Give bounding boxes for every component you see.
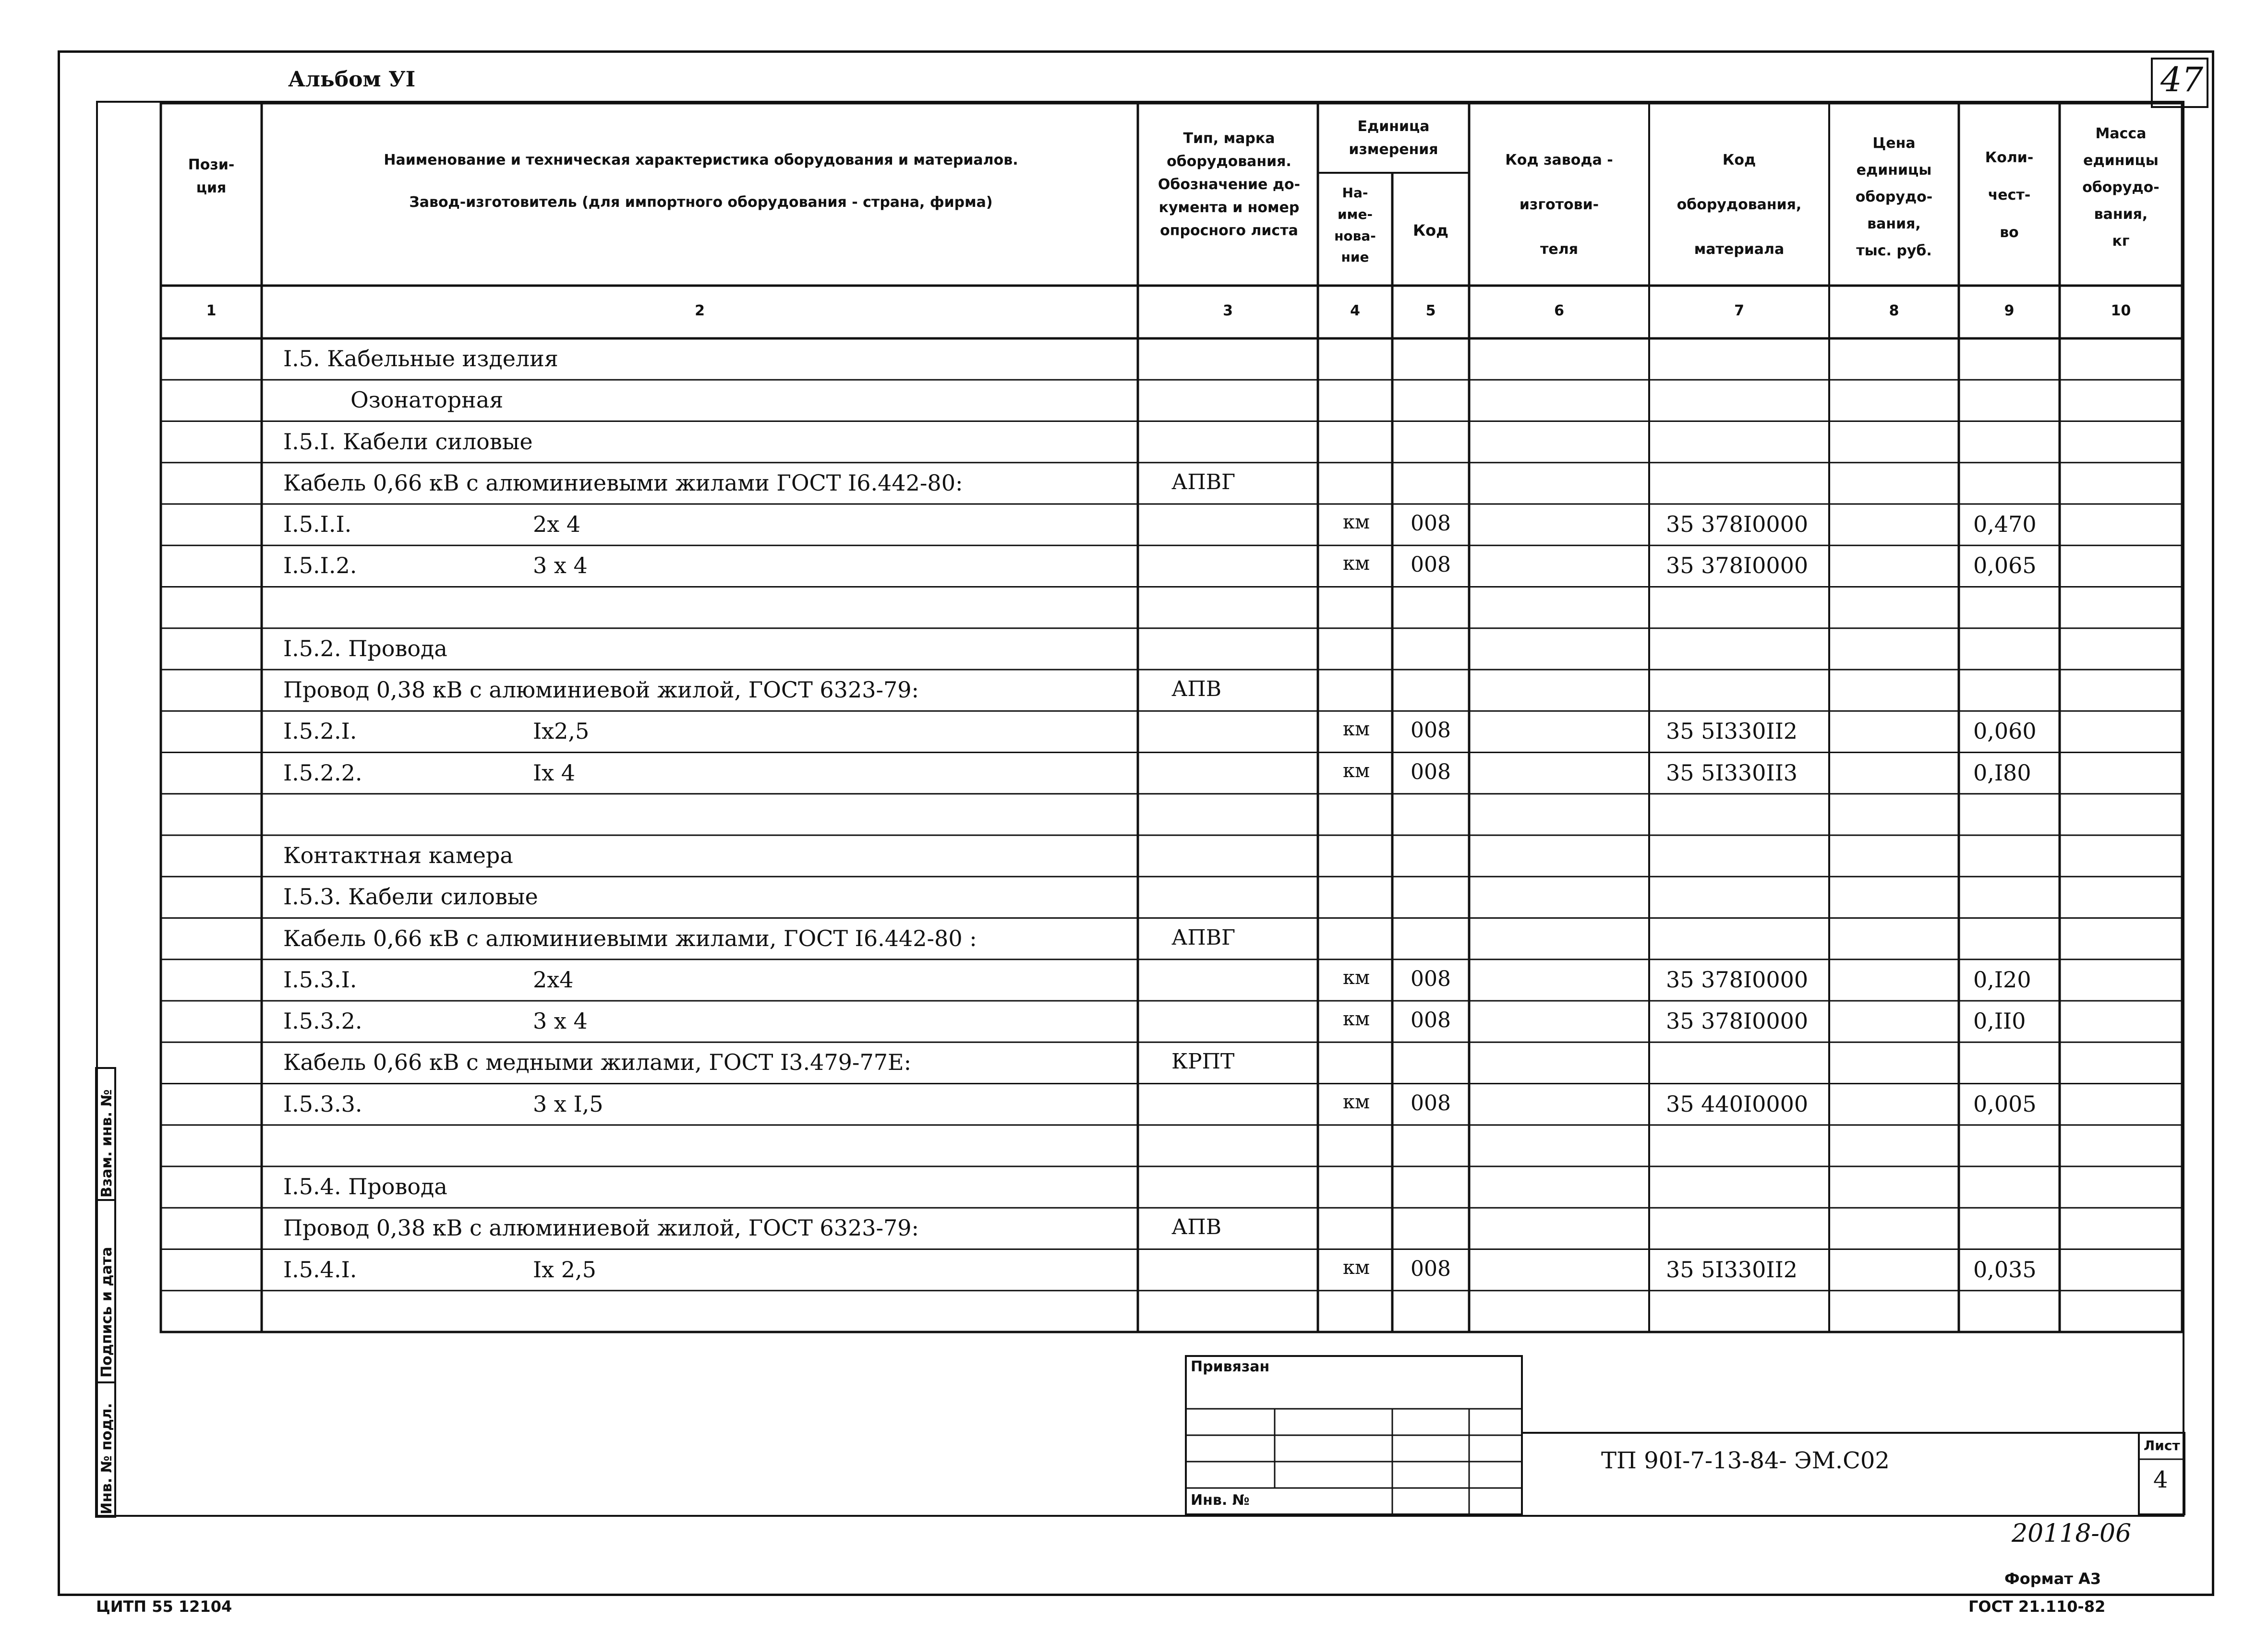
column-number: 1 (206, 302, 217, 319)
gost-label: ГОСТ 21.110-82 (1968, 1597, 2106, 1616)
column-number: 9 (2004, 302, 2015, 319)
header-text: ние (1341, 249, 1369, 265)
cell-name: Кабель 0,66 кВ с алюминиевыми жилами ГОСТ I6.442-80: (283, 469, 963, 496)
cell-unit-code: 008 (1411, 966, 1451, 991)
cell-name: I.5.2. Провода (283, 635, 447, 661)
header-text: Код (1722, 152, 1756, 168)
sheet-number: 4 (2153, 1466, 2168, 1493)
cell-code: 35 5I330II2 (1666, 1256, 1798, 1283)
header-price (1832, 132, 1956, 263)
cell-type: АПВГ (1171, 925, 1236, 950)
cell-name: Провод 0,38 кВ с алюминиевой жилой, ГОСТ 6323-79: (283, 677, 919, 703)
header-text: измерения (1349, 141, 1438, 158)
cell-code: 35 378I0000 (1666, 1008, 1809, 1034)
header-text: Тип, марка (1183, 130, 1275, 147)
cell-unit: км (1342, 966, 1370, 989)
cell-qty: 0,I20 (1973, 966, 2031, 993)
column-number: 7 (1734, 302, 1744, 319)
header-text: единицы (2083, 152, 2159, 169)
header-text: оборудования, (1677, 196, 1802, 213)
column-number: 10 (2111, 302, 2131, 319)
header-text: во (2000, 224, 2019, 241)
cell-name: Кабель 0,66 кВ с медными жилами, ГОСТ I3.479-77Е: (283, 1049, 912, 1076)
header-position (166, 154, 257, 200)
cell-code: 35 5I330II2 (1666, 718, 1798, 744)
header-text: Единица (1357, 118, 1430, 135)
cell-qty: 0,060 (1973, 718, 2037, 744)
format-label: Формат А3 (2004, 1570, 2101, 1588)
cell-unit: км (1342, 718, 1370, 741)
header-text: Масса (2095, 125, 2147, 142)
header-name (269, 149, 1133, 214)
column-number: 8 (1889, 302, 1899, 319)
side-label-inventory: Инв. № подл. (98, 1403, 115, 1514)
cell-spec: Iх2,5 (533, 718, 590, 744)
cell-unit-code: 008 (1411, 759, 1451, 784)
header-text: Коли- (1985, 149, 2034, 166)
cell-name: I.5.4.I. (283, 1256, 357, 1283)
cell-qty: 0,470 (1973, 511, 2037, 538)
header-unit-name (1320, 182, 1390, 268)
header-equipment-code (1652, 149, 1827, 261)
header-text: име- (1337, 206, 1373, 222)
header-text: ция (196, 180, 227, 196)
cell-qty: 0,II0 (1973, 1008, 2026, 1034)
side-label-signature: Подпись и дата (98, 1247, 115, 1378)
cell-type: АПВ (1171, 1215, 1222, 1240)
column-number: 2 (695, 302, 705, 319)
header-text: единицы (1856, 162, 1932, 179)
cell-name: Озонаторная (350, 387, 504, 413)
cell-name: I.5.4. Провода (283, 1174, 447, 1200)
doc-code: ТП 90I-7-13-84- ЭМ.С02 (1601, 1447, 1890, 1474)
header-quantity (1961, 146, 2057, 244)
header-text: оборудо- (2082, 179, 2159, 196)
header-text: чест- (1988, 187, 2031, 204)
cell-unit-code: 008 (1411, 511, 1451, 536)
cell-spec: 3 х 4 (533, 1008, 588, 1034)
header-unit-code: Код (1413, 221, 1448, 240)
cell-spec: 2х 4 (533, 511, 581, 538)
stamp-inv-no: Инв. № (1191, 1492, 1250, 1509)
album-label: Альбом УI (288, 67, 416, 92)
cell-qty: 0,005 (1973, 1091, 2037, 1117)
column-number: 4 (1350, 302, 1360, 319)
cell-unit-code: 008 (1411, 1091, 1451, 1116)
cell-unit-code: 008 (1411, 1008, 1451, 1033)
header-type (1143, 127, 1315, 242)
header-text: вания, (1867, 216, 1921, 232)
cell-code: 35 378I0000 (1666, 966, 1809, 993)
handwritten-number: 20118-06 (2012, 1519, 2132, 1548)
side-label-replace: Взам. инв. № (98, 1089, 115, 1198)
cell-name: I.5.3.2. (283, 1008, 362, 1034)
cell-type: КРПТ (1171, 1049, 1235, 1074)
cell-spec: Iх 4 (533, 759, 576, 786)
cell-unit: км (1342, 1008, 1370, 1031)
cell-name: I.5.I.2. (283, 552, 357, 579)
header-text: оборудо- (1855, 189, 1933, 205)
cell-spec: Iх 2,5 (533, 1256, 596, 1283)
header-factory-code (1472, 149, 1647, 261)
cell-name: I.5.2.2. (283, 759, 362, 786)
cell-unit: км (1342, 1256, 1370, 1279)
header-text: тыс. руб. (1856, 242, 1932, 259)
header-text: Обозначение до- (1158, 176, 1301, 193)
cell-code: 35 5I330II3 (1666, 759, 1798, 786)
cell-spec: 3 х I,5 (533, 1091, 603, 1117)
cell-unit: км (1342, 1091, 1370, 1113)
column-number: 5 (1425, 302, 1436, 319)
cell-name: I.5.2.I. (283, 718, 357, 744)
header-text: Наименование и техническая характеристика оборудования и материалов. (384, 152, 1018, 168)
header-text: Завод-изготовитель (для импортного оборудования - страна, фирма) (409, 194, 993, 211)
cell-qty: 0,I80 (1973, 759, 2031, 786)
header-text: Цена (1872, 135, 1916, 152)
header-text: нова- (1334, 228, 1376, 244)
cell-qty: 0,035 (1973, 1256, 2037, 1283)
header-text: оборудования. (1167, 153, 1291, 170)
cell-name: I.5.I. Кабели силовые (283, 428, 533, 455)
cell-type: АПВГ (1171, 469, 1236, 494)
cell-unit: км (1342, 511, 1370, 534)
cell-name: I.5.3. Кабели силовые (283, 884, 538, 910)
cell-spec: 3 х 4 (533, 552, 588, 579)
cell-name: Контактная камера (283, 842, 513, 869)
cell-name: I.5.I.I. (283, 511, 352, 538)
corner-number: 47 (2160, 60, 2204, 99)
cell-name: I.5.3.I. (283, 966, 357, 993)
sheet-label: Лист (2144, 1438, 2180, 1453)
cell-spec: 2х4 (533, 966, 574, 993)
cell-name: Кабель 0,66 кВ с алюминиевыми жилами, ГОСТ I6.442-80 : (283, 925, 977, 951)
cell-code: 35 378I0000 (1666, 552, 1809, 579)
stamp-privyazan: Привязан (1191, 1358, 1270, 1375)
header-text: Пози- (188, 156, 235, 173)
header-mass (2062, 122, 2180, 253)
cell-unit: км (1342, 759, 1370, 782)
cell-unit-code: 008 (1411, 718, 1451, 743)
cell-code: 35 440I0000 (1666, 1091, 1809, 1117)
cipher-label: ЦИТП 55 12104 (96, 1597, 232, 1616)
cell-code: 35 378I0000 (1666, 511, 1809, 538)
cell-name: I.5.3.3. (283, 1091, 362, 1117)
header-text: кумента и номер (1158, 199, 1300, 216)
cell-unit: км (1342, 552, 1370, 575)
header-text: материала (1694, 241, 1785, 258)
header-text: кг (2112, 233, 2130, 250)
cell-unit-code: 008 (1411, 1256, 1451, 1281)
column-number: 6 (1554, 302, 1564, 319)
column-number: 3 (1223, 302, 1233, 319)
cell-unit-code: 008 (1411, 552, 1451, 577)
cell-name: Провод 0,38 кВ с алюминиевой жилой, ГОСТ 6323-79: (283, 1215, 919, 1241)
cell-qty: 0,065 (1973, 552, 2037, 579)
header-text: изготови- (1519, 196, 1599, 213)
header-text: На- (1342, 185, 1368, 201)
header-text: теля (1540, 241, 1578, 258)
header-text: вания, (2094, 206, 2148, 223)
header-text: Код завода - (1505, 152, 1613, 168)
cell-name: I.5. Кабельные изделия (283, 346, 558, 372)
header-text: опросного листа (1160, 222, 1298, 239)
header-unit-group (1320, 115, 1467, 161)
cell-type: АПВ (1171, 677, 1222, 702)
